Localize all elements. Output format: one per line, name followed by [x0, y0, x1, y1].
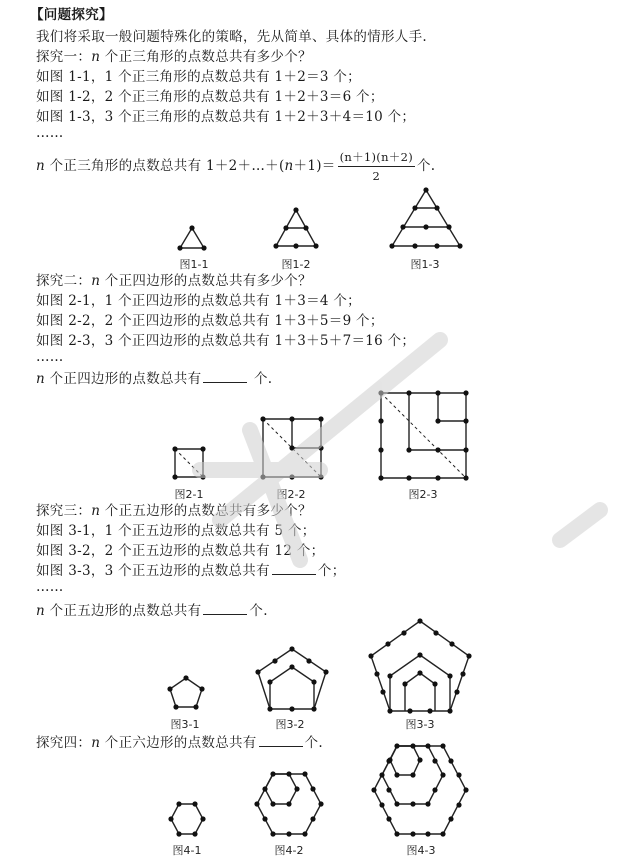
s3-line-2: 如图 3-2，2 个正五边形的点数总共有 12 个；	[36, 543, 325, 559]
figure-1-3	[388, 186, 464, 250]
s1-fraction: $\frac{(n+1)(n+2)}{2}$	[339, 150, 413, 183]
answer-blank[interactable]	[272, 574, 316, 575]
s2-ellipsis: ……	[36, 349, 64, 365]
figure-3-2	[254, 646, 330, 712]
figure-4-2	[256, 772, 322, 836]
caption-fig-1-3: 图1-3	[410, 258, 440, 271]
s2-conclusion: n 个正四边形的点数总共有 个.	[36, 371, 273, 387]
caption-fig-1-2: 图1-2	[281, 258, 311, 271]
figure-2-3	[378, 390, 470, 482]
caption-fig-4-3: 图4-3	[406, 844, 436, 857]
caption-fig-3-2: 图3-2	[275, 718, 305, 731]
figure-4-1	[170, 802, 204, 836]
figure-2-2	[260, 416, 324, 480]
figure-1-2	[272, 206, 322, 252]
s2-line-3: 如图 2-3，3 个正四边形的点数总共有 1＋3＋5＋7＝16 个；	[36, 333, 416, 349]
caption-fig-4-2: 图4-2	[274, 844, 304, 857]
s2-question: 探究二：n 个正四边形的点数总共有多少个？	[36, 273, 312, 289]
caption-fig-3-3: 图3-3	[405, 718, 435, 731]
caption-fig-3-1: 图3-1	[170, 718, 200, 731]
figure-3-3	[368, 618, 472, 714]
caption-fig-4-1: 图4-1	[172, 844, 202, 857]
caption-fig-2-2: 图2-2	[276, 488, 306, 501]
s2-line-2: 如图 2-2，2 个正四边形的点数总共有 1＋3＋5＝9 个；	[36, 313, 384, 329]
figure-2-1	[172, 446, 206, 480]
figure-3-1	[168, 676, 204, 710]
s3-line-1: 如图 3-1，1 个正五边形的点数总共有 5 个；	[36, 523, 316, 539]
s4-question: 探究四：n 个正六边形的点数总共有 个.	[36, 735, 324, 751]
s1-ellipsis: ……	[36, 125, 64, 141]
caption-fig-2-3: 图2-3	[408, 488, 438, 501]
answer-blank[interactable]	[203, 382, 247, 383]
s1-question: 探究一：n 个正三角形的点数总共有多少个？	[36, 49, 312, 65]
figure-1-1	[178, 226, 208, 252]
s3-line-3: 如图 3-3，3 个正五边形的点数总共有 个；	[36, 563, 346, 579]
answer-blank[interactable]	[259, 746, 303, 747]
s3-question: 探究三：n 个正五边形的点数总共有多少个？	[36, 503, 312, 519]
figure-4-3	[372, 744, 468, 836]
s3-conclusion: n 个正五边形的点数总共有 个.	[36, 603, 268, 619]
s1-line-3: 如图 1-3，3 个正三角形的点数总共有 1＋2＋3＋4＝10 个；	[36, 109, 416, 125]
section-heading: 【问题探究】	[30, 7, 113, 23]
intro-text: 我们将采取一般问题特殊化的策略，先从简单、具体的情形人手.	[36, 29, 427, 45]
caption-fig-2-1: 图2-1	[174, 488, 204, 501]
s1-line-1: 如图 1-1，1 个正三角形的点数总共有 1＋2＝3 个；	[36, 69, 361, 85]
answer-blank[interactable]	[203, 614, 247, 615]
s1-line-2: 如图 1-2，2 个正三角形的点数总共有 1＋2＋3＝6 个；	[36, 89, 384, 105]
s3-ellipsis: ……	[36, 579, 64, 595]
s2-line-1: 如图 2-1，1 个正四边形的点数总共有 1＋3＝4 个；	[36, 293, 361, 309]
s1-conclusion: n 个正三角形的点数总共有 1＋2＋…＋(n＋1)＝ $\frac{(n+1)(n+2)}{2}$ 个.	[36, 150, 436, 183]
caption-fig-1-1: 图1-1	[179, 258, 209, 271]
